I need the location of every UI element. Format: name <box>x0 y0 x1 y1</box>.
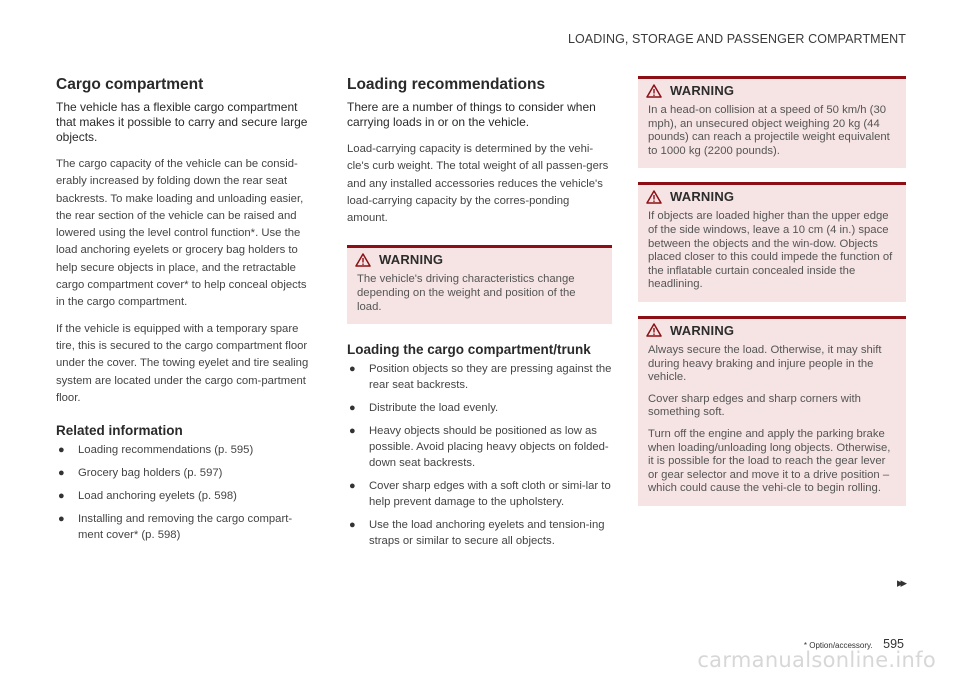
list-item: ● Distribute the load evenly. <box>349 402 499 415</box>
watermark: carmanualsonline.info <box>697 648 936 672</box>
cargo-lead: The vehicle has a flexible cargo compartment that makes it possible to carry and secure large objects. <box>56 100 308 144</box>
related-item[interactable]: ● Installing and removing the cargo compart-ment cover* (p. 598) <box>58 513 293 542</box>
warning-triangle-icon <box>646 323 662 337</box>
warning-text: Turn off the engine and apply the parking brake when loading/unloading long objects. Otherwise, it is possible for the load to reach the gear lever or gear selector and move it to a drive position – which could cause the vehi-cle to begin rolling. <box>648 427 891 495</box>
trunk-list <box>347 361 612 549</box>
related-title: Related information <box>56 423 183 439</box>
related-item[interactable]: ● Loading recommendations (p. 595) <box>58 444 254 457</box>
warning-text: Always secure the load. Otherwise, it may shift during heavy braking and injure people in the vehicle. <box>648 343 882 384</box>
loading-title: Loading recommendations <box>347 76 546 93</box>
running-head: LOADING, STORAGE AND PASSENGER COMPARTMENT <box>567 32 906 46</box>
warning-box-side-windows <box>638 182 906 302</box>
bullet-icon: ● <box>58 467 65 480</box>
next-page-arrow-icon[interactable]: ▸▸ <box>896 575 904 590</box>
related-list <box>56 442 314 543</box>
warning-header <box>638 76 906 100</box>
warning-box-secure-load <box>638 316 906 506</box>
warning-label: WARNING <box>670 189 735 205</box>
warning-text: Cover sharp edges and sharp corners with something soft. <box>648 392 861 419</box>
warning-text: In a head-on collision at a speed of 50 km/h (30 mph), an unsecured object weighing 20 kg (44 pounds) can reach a projectile weight equivalent to 1000 kg (2200 pounds). <box>648 104 890 157</box>
loading-lead: There are a number of things to consider when carrying loads in or on the vehicle. <box>347 100 596 129</box>
bullet-icon: ● <box>349 480 356 493</box>
warning-triangle-icon <box>646 190 662 204</box>
related-item[interactable]: ● Grocery bag holders (p. 597) <box>58 467 223 480</box>
column-warnings <box>638 76 906 518</box>
list-item: ● Heavy objects should be positioned as low as possible. Avoid placing heavy objects on folded-down seat backrests. <box>349 425 609 470</box>
bullet-icon: ● <box>58 444 65 457</box>
related-item[interactable]: ● Load anchoring eyelets (p. 598) <box>58 490 237 503</box>
bullet-icon: ● <box>349 402 356 415</box>
page-number: 595 <box>883 637 904 651</box>
warning-triangle-icon <box>646 84 662 98</box>
list-item: ● Use the load anchoring eyelets and tension-ing straps or similar to secure all objects. <box>349 519 605 548</box>
warning-box-driving <box>347 245 612 324</box>
list-item: ● Position objects so they are pressing against the rear seat backrests. <box>349 363 612 392</box>
bullet-icon: ● <box>349 519 356 532</box>
cargo-paragraph-1: The cargo capacity of the vehicle can be consid-erably increased by folding down the rear seat backrests. To make loading and unloading easier, the rear section of the vehicle can be raised and lowered using the level control function*. Use the load anchoring eyelets or grocery bag holders to help secure objects in place, and the retractable cargo compartment cover* to help conceal objects in the cargo compartment. <box>56 158 307 309</box>
loading-paragraph: Load-carrying capacity is determined by the vehi-cle's curb weight. The total weight of all passen-gers and any installed accessories reduces the vehicle's load-carrying capacity by the corres-ponding amount. <box>347 143 609 225</box>
warning-header <box>638 316 906 340</box>
column-cargo-compartment <box>56 76 314 550</box>
bullet-icon: ● <box>349 425 356 438</box>
bullet-icon: ● <box>58 490 65 503</box>
warning-label: WARNING <box>670 83 735 98</box>
column-loading-recommendations <box>347 76 612 556</box>
cargo-paragraph-2: If the vehicle is equipped with a temporary spare tire, this is secured to the cargo compartment floor under the cover. The towing eyelet and tire sealing system are located under the cargo com-partment floor. <box>56 322 309 404</box>
warning-header <box>638 182 906 206</box>
bullet-icon: ● <box>349 363 356 376</box>
footnote: * Option/accessory. <box>803 641 873 650</box>
warning-label: WARNING <box>379 252 444 268</box>
warning-text: The vehicle's driving characteristics change depending on the weight and position of the load. <box>357 273 576 313</box>
warning-box-collision <box>638 76 906 168</box>
warning-header <box>347 245 612 269</box>
cargo-title: Cargo compartment <box>56 76 204 93</box>
trunk-title: Loading the cargo compartment/trunk <box>347 342 591 358</box>
warning-triangle-icon <box>355 253 371 267</box>
list-item: ● Cover sharp edges with a soft cloth or simi-lar to help prevent damage to the upholstery. <box>349 480 611 509</box>
bullet-icon: ● <box>58 513 65 526</box>
warning-label: WARNING <box>670 322 735 338</box>
warning-text: If objects are loaded higher than the upper edge of the side windows, leave a 10 cm (4 in.) space between the objects and the win-dow. Objects placed closer to this could impede the function of the inflatable curtain concealed inside the headlining. <box>648 210 893 291</box>
